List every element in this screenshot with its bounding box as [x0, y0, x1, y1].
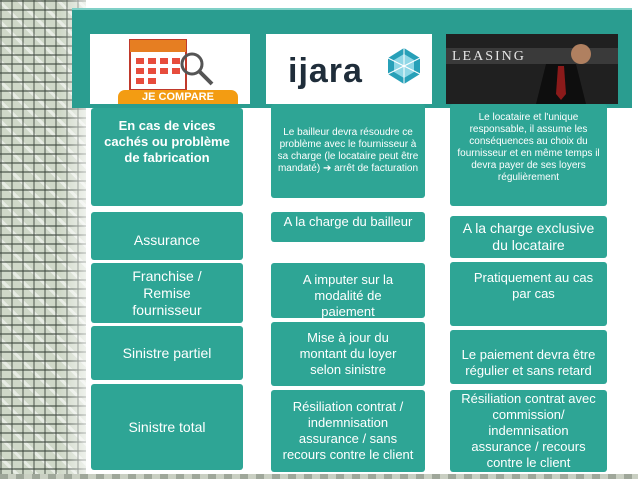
bailleur-sinistre-partiel: Mise à jour du montant du loyer selon sinistre [271, 322, 425, 386]
locataire-sinistre-total: Résiliation contrat avec commission/ indemnisation assurance / recours contre le client [450, 390, 607, 472]
bottom-strip [0, 474, 638, 479]
row-label-sinistre-total: Sinistre total [91, 384, 243, 470]
bailleur-franchise: A imputer sur la modalité de paiement [271, 263, 425, 318]
je-compare-banner: JE COMPARE [118, 90, 238, 104]
row-label-sinistre-partiel: Sinistre partiel [91, 326, 243, 380]
leasing-wordmark: LEASING [452, 49, 526, 64]
locataire-franchise: Pratiquement au cas par cas [450, 262, 607, 326]
bailleur-sinistre-total: Résiliation contrat / indemnisation assurance / sans recours contre le client [271, 390, 425, 472]
crystal-icon [384, 46, 424, 86]
locataire-vices-caches: Le locataire et l'unique responsable, il assume les conséquences au choix du fournisseur et en même temps il devra payer de ses loyers régulièrement [450, 104, 607, 206]
locataire-assurance: A la charge exclusive du locataire [450, 216, 607, 258]
calendar-compare-image [90, 34, 250, 104]
ijara-wordmark: ijara [288, 52, 363, 90]
bailleur-vices-caches: Le bailleur devra résoudre ce problème avec le fournisseur à sa charge (le locataire peut être mandaté) ➔ arrêt de facturation [271, 104, 425, 198]
businessman-icon [446, 34, 618, 104]
leasing-businessman-image [446, 34, 618, 104]
ijara-logo-image [266, 34, 432, 104]
row-label-vices-caches: En cas de vices cachés ou problème de fabrication [91, 108, 243, 206]
locataire-sinistre-partiel: Le paiement devra être régulier et sans retard [450, 330, 607, 384]
row-label-assurance: Assurance [91, 212, 243, 260]
row-label-franchise: Franchise / Remise fournisseur [91, 263, 243, 323]
bailleur-assurance: A la charge du bailleur [271, 212, 425, 242]
